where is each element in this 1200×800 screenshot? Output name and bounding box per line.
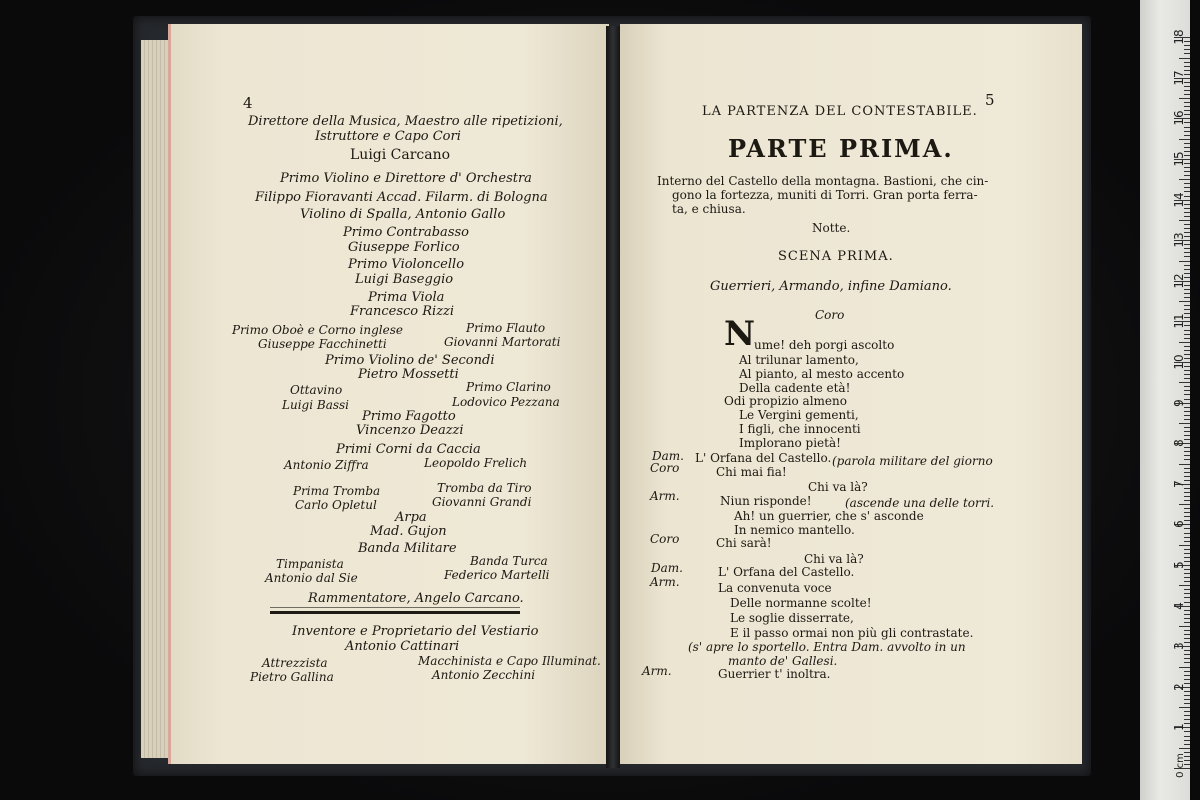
text-line: Filippo Fioravanti Accad. Filarm. di Bologna xyxy=(255,190,548,205)
ruler-tick xyxy=(1184,265,1190,266)
ruler-tick xyxy=(1184,378,1190,379)
ruler-number: 18 xyxy=(1172,29,1186,45)
speaker-label: Arm. xyxy=(642,664,672,678)
ruler-tick xyxy=(1184,455,1190,456)
text-line: Banda Militare xyxy=(358,541,457,556)
text-line: Mad. Gujon xyxy=(370,524,447,539)
ruler-tick xyxy=(1184,658,1190,659)
ruler-tick xyxy=(1184,508,1190,509)
verse-line: Odi propizio almeno xyxy=(724,394,847,408)
dialogue-line: Chi va là? xyxy=(808,480,868,494)
text-line: Giuseppe Facchinetti xyxy=(258,337,387,351)
text-line: Giuseppe Forlico xyxy=(348,240,460,255)
verse-line: Le Vergini gementi, xyxy=(739,408,859,422)
ruler-number: 4 xyxy=(1172,601,1186,610)
text-line: Macchinista e Capo Illuminat. xyxy=(418,654,601,668)
dialogue-line: Chi mai fia! xyxy=(716,465,787,479)
book-spine xyxy=(606,26,620,768)
ruler-tick xyxy=(1184,662,1190,663)
speaker-label: Coro xyxy=(650,461,680,475)
ruler-number: 2 xyxy=(1172,682,1186,691)
ruler-tick xyxy=(1184,618,1190,619)
ruler-tick xyxy=(1184,171,1190,172)
setting-line: ta, e chiusa. xyxy=(672,202,746,216)
running-head: LA PARTENZA DEL CONTESTABILE. xyxy=(702,104,978,119)
ruler-tick xyxy=(1184,622,1190,623)
ruler-tick xyxy=(1184,212,1190,213)
ruler-tick xyxy=(1184,256,1190,257)
ruler-tick xyxy=(1184,496,1190,497)
dialogue-line: Chi sarà! xyxy=(716,536,772,550)
text-line: Timpanista xyxy=(276,557,344,571)
ruler-tick xyxy=(1184,589,1190,590)
ruler-tick xyxy=(1184,374,1190,375)
text-line: Pietro Mossetti xyxy=(358,367,459,382)
ruler-number: 17 xyxy=(1172,70,1186,86)
speaker-label: Arm. xyxy=(650,575,680,589)
ruler-tick xyxy=(1179,342,1190,343)
ruler-tick xyxy=(1184,675,1190,676)
ruler-tick xyxy=(1184,541,1190,542)
ruler-tick xyxy=(1179,667,1190,668)
ruler-number: 14 xyxy=(1172,191,1186,208)
speaker-label: Dam. xyxy=(651,561,683,575)
text-line: Primo Violoncello xyxy=(348,257,465,272)
text-line: Primo Violino de' Secondi xyxy=(325,353,495,368)
dialogue-line: Le soglie disserrate, xyxy=(730,611,854,625)
text-line: Federico Martelli xyxy=(444,568,550,582)
text-line: Prima Tromba xyxy=(293,484,381,498)
ruler-tick xyxy=(1184,634,1190,635)
dialogue-line: E il passo ormai non più gli contrastate. xyxy=(730,626,974,640)
ruler-tick xyxy=(1184,512,1190,513)
ruler-number: 11 xyxy=(1172,313,1186,330)
ruler-tick xyxy=(1184,135,1190,136)
ruler-tick xyxy=(1179,707,1190,708)
dialogue-line: Guerrier t' inoltra. xyxy=(718,667,831,681)
text-line: Rammentatore, Angelo Carcano. xyxy=(308,591,524,606)
ruler-tick xyxy=(1179,464,1190,465)
text-line: Giovanni Grandi xyxy=(432,495,532,509)
text-line: Primo Clarino xyxy=(466,380,551,394)
ruler-number: 3 xyxy=(1172,642,1186,651)
verse-line: Al trilunar lamento, xyxy=(739,353,859,367)
stage-direction: (ascende una delle torri. xyxy=(845,496,995,510)
ruler-tick xyxy=(1184,593,1190,594)
ruler-tick xyxy=(1184,53,1190,54)
ruler-tick xyxy=(1179,382,1190,383)
ruler-unit: 0 cm xyxy=(1174,753,1186,778)
text-line: Primo Contrabasso xyxy=(343,225,469,240)
stage-direction: manto de' Gallesi. xyxy=(728,654,838,668)
scene-heading: SCENA PRIMA. xyxy=(778,249,894,264)
dialogue-line: L' Orfana del Castello. xyxy=(695,451,832,465)
ruler-number: 12 xyxy=(1172,273,1186,289)
ruler-tick xyxy=(1179,301,1190,302)
text-line: Arpa xyxy=(395,510,427,525)
ruler-number: 6 xyxy=(1172,520,1186,529)
stage-direction: (parola militare del giorno xyxy=(832,454,993,468)
text-line: Antonio Cattinari xyxy=(345,639,460,654)
ruler-tick xyxy=(1184,305,1190,306)
speaker-label: Arm. xyxy=(650,489,680,503)
text-line: Antonio dal Sie xyxy=(265,571,358,585)
part-title: PARTE PRIMA. xyxy=(728,134,954,163)
ruler-number: 16 xyxy=(1172,110,1186,127)
ruler-tick xyxy=(1179,626,1190,627)
text-line: Antonio Zecchini xyxy=(432,668,536,682)
drop-cap: N xyxy=(724,314,756,354)
ruler-tick xyxy=(1184,715,1190,716)
ruler-tick xyxy=(1184,427,1190,428)
setting-line: Interno del Castello della montagna. Bastioni, che cin- xyxy=(657,174,989,188)
ruler-tick xyxy=(1184,183,1190,184)
text-line: Primi Corni da Caccia xyxy=(336,442,481,457)
ruler-tick xyxy=(1184,338,1190,339)
text-line: Direttore della Musica, Maestro alle ripetizioni, xyxy=(248,114,563,129)
verse-line: Della cadente età! xyxy=(739,381,851,395)
text-line: Tromba da Tiro xyxy=(437,481,532,495)
ruler-tick xyxy=(1179,504,1190,505)
ruler-tick xyxy=(1184,309,1190,310)
text-line: Istruttore e Capo Cori xyxy=(315,129,461,144)
dialogue-line: In nemico mantello. xyxy=(734,523,855,537)
ruler-tick xyxy=(1184,419,1190,420)
characters-line: Guerrieri, Armando, infine Damiano. xyxy=(710,279,952,294)
verse-line: I figli, che innocenti xyxy=(739,422,861,436)
ruler-tick xyxy=(1184,228,1190,229)
ruler-tick xyxy=(1184,94,1190,95)
speaker-label: Coro xyxy=(815,308,845,322)
text-line: Inventore e Proprietario del Vestiario xyxy=(292,624,539,639)
ruler-tick xyxy=(1184,468,1190,469)
ruler-number: 8 xyxy=(1172,439,1186,448)
dialogue-line: Delle normanne scolte! xyxy=(730,596,872,610)
speaker-label: Coro xyxy=(650,532,680,546)
ruler-tick xyxy=(1184,472,1190,473)
text-line: Pietro Gallina xyxy=(250,670,334,684)
text-line: Primo Violino e Direttore d' Orchestra xyxy=(280,171,532,186)
ruler-tick xyxy=(1184,106,1190,107)
ruler-tick xyxy=(1184,500,1190,501)
ruler-tick xyxy=(1184,630,1190,631)
divider-rule xyxy=(270,607,520,608)
ruler-tick xyxy=(1184,297,1190,298)
ruler-tick xyxy=(1179,58,1190,59)
ruler-tick xyxy=(1184,187,1190,188)
ruler-tick xyxy=(1184,671,1190,672)
dialogue-line: La convenuta voce xyxy=(718,581,832,595)
ruler-tick xyxy=(1184,90,1190,91)
text-line: Violino di Spalla, Antonio Gallo xyxy=(300,207,506,222)
ruler-number: 5 xyxy=(1172,561,1186,569)
page-number-left: 4 xyxy=(243,94,253,112)
ruler-tick xyxy=(1184,147,1190,148)
ruler-number: 10 xyxy=(1172,354,1186,370)
stage-direction: (s' apre lo sportello. Entra Dam. avvolto in un xyxy=(688,640,966,654)
ruler-tick xyxy=(1179,98,1190,99)
text-line: Luigi Bassi xyxy=(282,398,349,412)
text-line: Primo Fagotto xyxy=(362,409,456,424)
ruler-number: 1 xyxy=(1172,723,1186,732)
ruler-tick xyxy=(1179,545,1190,546)
dialogue-line: Niun risponde! xyxy=(720,494,812,508)
ruler-tick xyxy=(1179,220,1190,221)
ruler-tick xyxy=(1179,748,1190,749)
ruler-tick xyxy=(1184,744,1190,745)
ruler-tick xyxy=(1184,175,1190,176)
text-line: Luigi Carcano xyxy=(350,147,451,163)
divider-rule-thick xyxy=(270,611,520,614)
ruler-tick xyxy=(1184,143,1190,144)
text-line: Carlo Opletul xyxy=(295,498,377,512)
time-of-day: Notte. xyxy=(812,221,851,235)
ruler-tick xyxy=(1184,224,1190,225)
ruler-tick xyxy=(1184,350,1190,351)
text-line: Leopoldo Frelich xyxy=(424,456,528,470)
ruler-tick xyxy=(1184,334,1190,335)
ruler-tick xyxy=(1184,537,1190,538)
ruler-tick xyxy=(1184,431,1190,432)
ruler-tick xyxy=(1184,459,1190,460)
ruler-tick xyxy=(1184,553,1190,554)
ruler-tick xyxy=(1184,49,1190,50)
ruler-tick xyxy=(1184,346,1190,347)
ruler-tick xyxy=(1184,216,1190,217)
page-number-right: 5 xyxy=(985,91,995,109)
ruler-tick xyxy=(1184,740,1190,741)
ruler-tick xyxy=(1179,261,1190,262)
dialogue-line: Chi va là? xyxy=(804,552,864,566)
ruler-tick xyxy=(1184,577,1190,578)
text-line: Ottavino xyxy=(290,383,343,397)
ruler-tick xyxy=(1184,252,1190,253)
text-line: Antonio Ziffra xyxy=(284,458,369,472)
text-line: Giovanni Martorati xyxy=(444,335,561,349)
speaker-label: Dam. xyxy=(652,449,684,463)
ruler-tick xyxy=(1184,62,1190,63)
ruler-number: 15 xyxy=(1172,151,1186,167)
ruler-tick xyxy=(1184,386,1190,387)
ruler-tick xyxy=(1184,293,1190,294)
ruler-tick xyxy=(1179,139,1190,140)
text-line: Primo Flauto xyxy=(466,321,546,335)
ruler-tick xyxy=(1184,549,1190,550)
verse-line: ume! deh porgi ascolto xyxy=(754,338,895,352)
ruler-number: 9 xyxy=(1172,398,1186,407)
text-line: Banda Turca xyxy=(470,554,548,568)
verse-line: Implorano pietà! xyxy=(739,436,841,450)
verse-line: Al pianto, al mesto accento xyxy=(739,367,905,381)
ruler-number: 7 xyxy=(1172,479,1186,488)
ruler-tick xyxy=(1179,423,1190,424)
text-line: Francesco Rizzi xyxy=(350,304,455,319)
text-line: Attrezzista xyxy=(262,656,328,670)
ruler-tick xyxy=(1184,711,1190,712)
ruler-number: 13 xyxy=(1172,232,1186,248)
text-line: Prima Viola xyxy=(368,290,445,305)
ruler-tick xyxy=(1184,390,1190,391)
ruler-tick xyxy=(1184,415,1190,416)
ruler-tick xyxy=(1184,703,1190,704)
text-line: Vincenzo Deazzi xyxy=(356,423,464,438)
ruler-tick xyxy=(1184,581,1190,582)
ruler-tick xyxy=(1184,102,1190,103)
text-line: Lodovico Pezzana xyxy=(452,395,560,409)
ruler-tick xyxy=(1184,66,1190,67)
text-line: Primo Oboè e Corno inglese xyxy=(232,323,403,337)
page-edges xyxy=(141,40,171,758)
ruler-tick xyxy=(1179,179,1190,180)
setting-line: gono la fortezza, muniti di Torri. Gran porta ferra- xyxy=(672,188,978,202)
dialogue-line: L' Orfana del Castello. xyxy=(718,565,855,579)
ruler-tick xyxy=(1179,585,1190,586)
text-line: Luigi Baseggio xyxy=(355,272,454,287)
ruler-tick xyxy=(1184,699,1190,700)
ruler-tick xyxy=(1184,269,1190,270)
dialogue-line: Ah! un guerrier, che s' asconde xyxy=(734,509,924,523)
ruler-tick xyxy=(1184,131,1190,132)
